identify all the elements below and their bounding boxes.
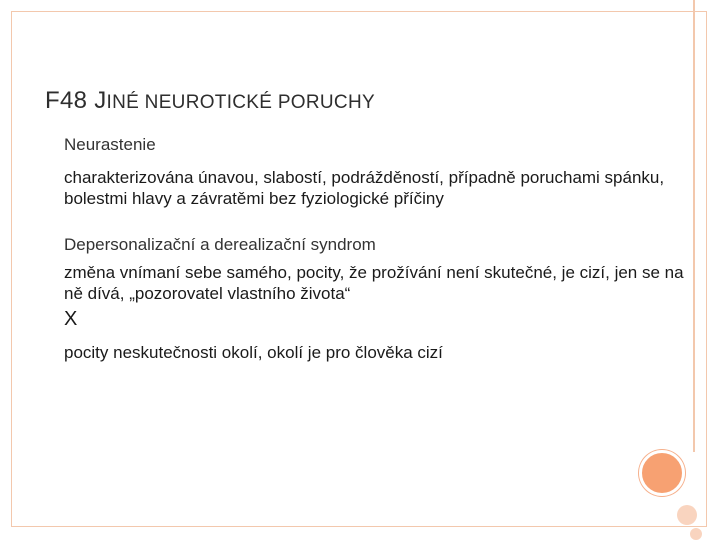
- slide-title-lead: F48 J: [45, 87, 107, 114]
- decorative-circle-tiny: [690, 528, 702, 540]
- decorative-vertical-line: [693, 0, 695, 452]
- section-text-neurastenie: charakterizována únavou, slabostí, podrážděností, případně poruchami spánku, bolestmi hlavy a závratěmi bez fyziologické příčiny: [64, 168, 665, 208]
- decorative-circle-small: [677, 505, 697, 525]
- slide-title-rest: INÉ NEUROTICKÉ PORUCHY: [106, 92, 375, 113]
- section-text-depersonalizace: změna vnímaní sebe samého, pocity, že prožívání není skutečné, je cizí, jen se na ně dívá, „pozorovatel vlastního života“: [64, 263, 684, 303]
- separator-x: X: [64, 308, 78, 330]
- slide-title: [45, 79, 375, 116]
- section-heading-depersonalizace: Depersonalizační a derealizační syndrom: [64, 235, 376, 254]
- decorative-circle-large: [639, 450, 685, 496]
- section-text-derealizace: pocity neskutečnosti okolí, okolí je pro člověka cizí: [64, 343, 443, 362]
- section-heading-neurastenie: Neurastenie: [64, 135, 156, 154]
- slide-content: [64, 134, 684, 363]
